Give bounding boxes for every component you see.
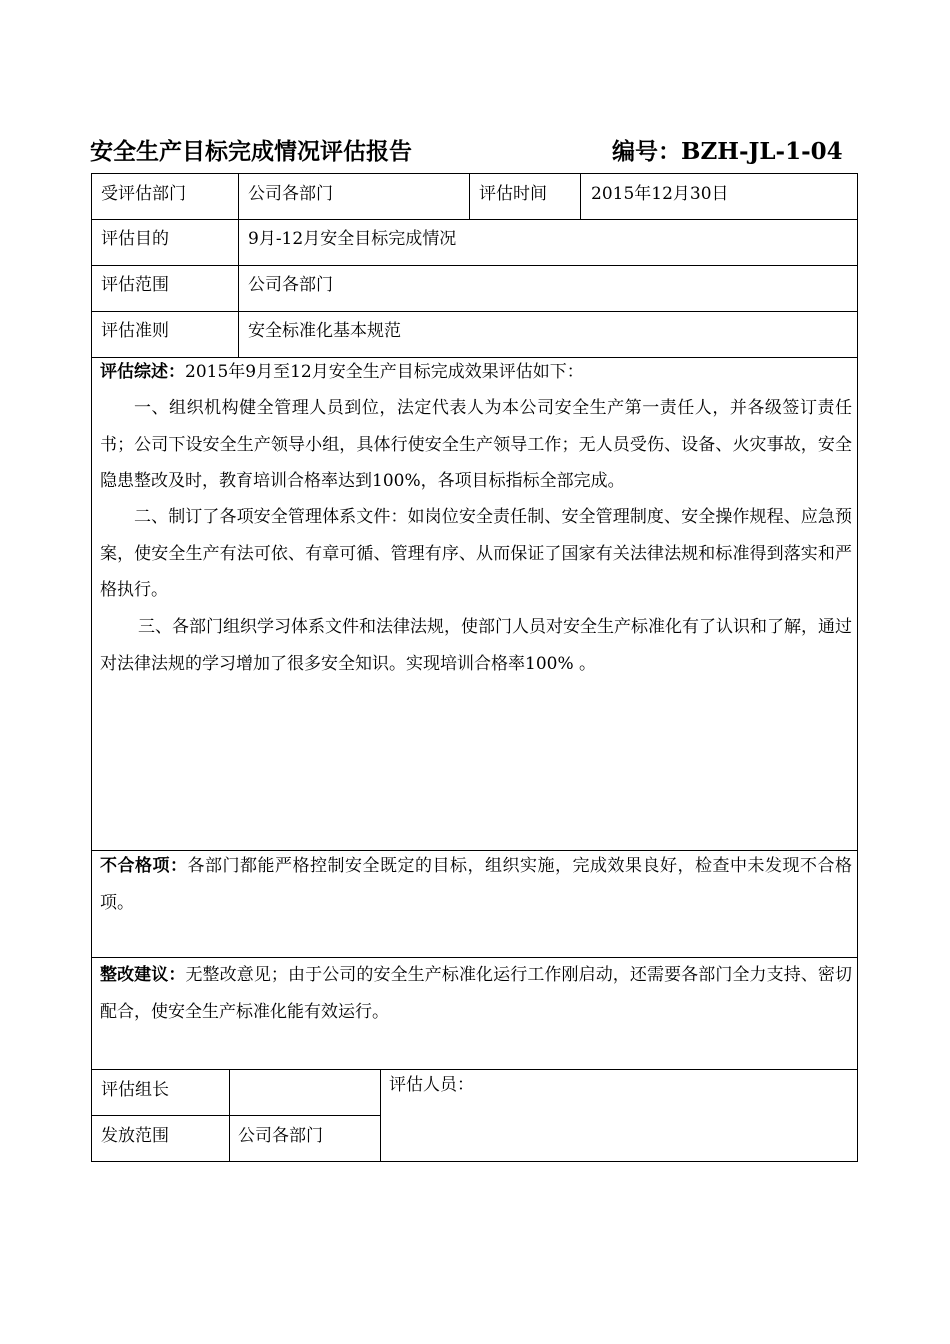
summary-paragraph-3: 三、各部门组织学习体系文件和法律法规，使部门人员对安全生产标准化有了认识和了解，通过对法律法规的学习增加了很多安全知识。实现培训合格率100% 。	[100, 617, 852, 674]
dept-label: 受评估部门	[101, 184, 186, 204]
nonconformity-section	[100, 848, 852, 921]
summary-paragraph-2: 二、制订了各项安全管理体系文件：如岗位安全责任制、安全管理制度、安全操作规程、应急预案，使安全生产有法可依、有章可循、管理有序、从而保证了国家有关法律法规和标准得到落实和严格执行。	[100, 507, 852, 600]
summary-paragraph-1: 一、组织机构健全管理人员到位，法定代表人为本公司安全生产第一责任人，并各级签订责任书；公司下设安全生产领导小组，具体行使安全生产领导工作；无人员受伤、设备、火灾事故，安全隐患整改及时，教育培训合格率达到100%，各项目标指标全部完成。	[100, 398, 852, 491]
distribution-value: 公司各部门	[238, 1126, 323, 1146]
row-divider	[91, 219, 858, 220]
row-divider	[91, 1069, 858, 1070]
suggestion-text: 无整改意见；由于公司的安全生产标准化运行工作刚启动，还需要各部门全力支持、密切配合，使安全生产标准化能有效运行。	[100, 965, 853, 1022]
summary-intro	[100, 354, 852, 391]
column-divider	[469, 173, 470, 219]
scope-label: 评估范围	[101, 275, 169, 295]
leader-label: 评估组长	[101, 1080, 169, 1100]
purpose-value: 9月-12月安全目标完成情况	[248, 229, 457, 249]
document-title: 安全生产目标完成情况评估报告	[90, 138, 412, 165]
row-divider	[91, 1115, 380, 1116]
column-divider	[229, 1069, 230, 1162]
criteria-label: 评估准则	[101, 321, 169, 341]
summary-label: 评估综述：	[100, 362, 185, 382]
time-value: 2015年12月30日	[591, 184, 729, 204]
evaluators-label: 评估人员：	[389, 1075, 474, 1095]
dept-value: 公司各部门	[248, 184, 333, 204]
suggestion-label: 整改建议：	[100, 965, 186, 985]
criteria-value: 安全标准化基本规范	[248, 321, 401, 341]
time-label: 评估时间	[479, 184, 547, 204]
suggestion-section	[100, 957, 852, 1030]
scope-value: 公司各部门	[248, 275, 333, 295]
row-divider	[91, 265, 858, 266]
row-divider	[91, 311, 858, 312]
summary-intro-text: 2015年9月至12月安全生产目标完成效果评估如下：	[185, 362, 584, 382]
purpose-label: 评估目的	[101, 229, 169, 249]
document-code: 编号：BZH-JL-1-04	[612, 138, 843, 165]
nonconformity-text: 各部门都能严格控制安全既定的目标，组织实施，完成效果良好，检查中未发现不合格项。	[100, 856, 852, 913]
column-divider	[238, 173, 239, 357]
column-divider	[380, 1069, 381, 1162]
column-divider	[580, 173, 581, 219]
nonconformity-label: 不合格项：	[100, 856, 188, 876]
distribution-label: 发放范围	[101, 1126, 169, 1146]
